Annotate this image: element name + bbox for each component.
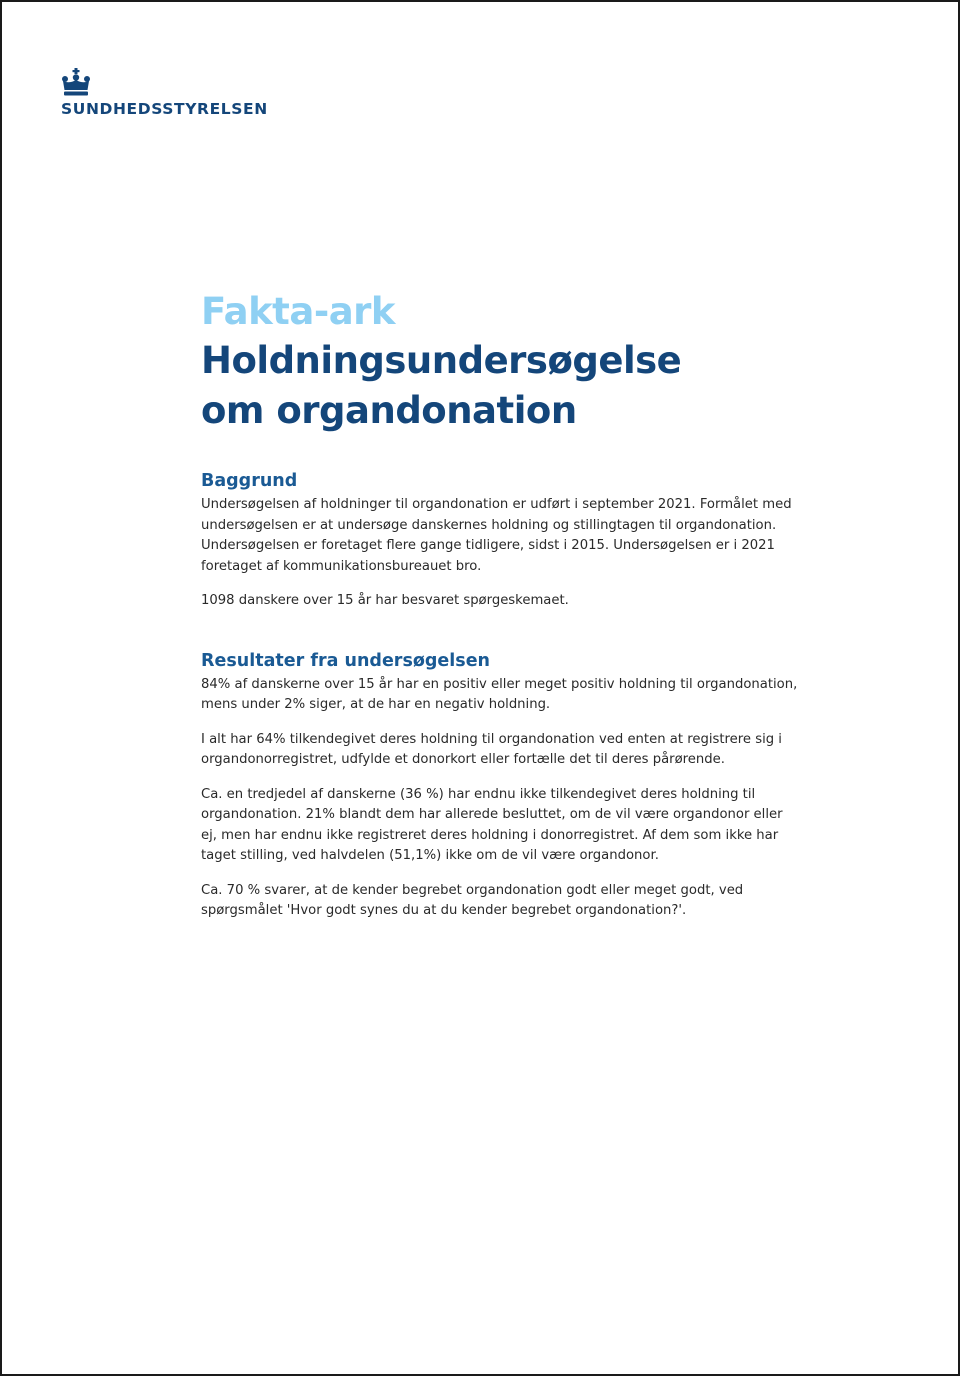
section-heading-background: Baggrund [201, 471, 298, 491]
results-paragraph: Ca. en tredjedel af danskerne (36 %) har endnu ikke tilkendegivet deres holdning til organdonation. 21% blandt dem har allerede besluttet, om de vil være organdonor eller ej, men har endnu ikke registreret deres holdning i donorregistret. Af dem som ikke har taget stilling, ved halvdelen (51,1%) ikke om de vil være organdonor. [201, 786, 783, 863]
document-title [201, 336, 801, 436]
document-content [201, 288, 801, 922]
results-paragraph: 84% af danskerne over 15 år har en positiv eller meget positiv holdning til organdonation, mens under 2% siger, at de har en negativ holdning. [201, 676, 798, 712]
document-kicker: Fakta-ark [201, 290, 396, 333]
background-paragraph: 1098 danskere over 15 år har besvaret spørgeskemaet. [201, 593, 569, 608]
organization-logo [57, 68, 287, 124]
logo-wordmark: SUNDHEDSSTYRELSEN [61, 100, 268, 118]
background-paragraph: Undersøgelsen af holdninger til organdonation er udført i september 2021. Formålet med undersøgelsen er at undersøge danskernes holdning og stillingtagen til organdonation. Undersøgelsen er foretaget flere gange tidligere, sidst i 2015. Undersøgelsen er i 2021 foretaget af kommunikationsbureauet bro. [201, 497, 792, 574]
crown-icon [59, 68, 93, 98]
document-title-line-1: Holdningsundersøgelse [201, 339, 682, 382]
section-heading-results: Resultater fra undersøgelsen [201, 650, 491, 671]
results-paragraph: I alt har 64% tilkendegivet deres holdning til organdonation ved enten at registrere sig i organdonorregistret, udfylde et donorkort eller fortælle det til deres pårørende. [201, 731, 782, 767]
document-title-line-2: om organdonation [201, 389, 577, 432]
results-paragraph: Ca. 70 % svarer, at de kender begrebet organdonation godt eller meget godt, ved spørgsmålet 'Hvor godt synes du at du kender begrebet organdonation?'. [201, 882, 744, 918]
